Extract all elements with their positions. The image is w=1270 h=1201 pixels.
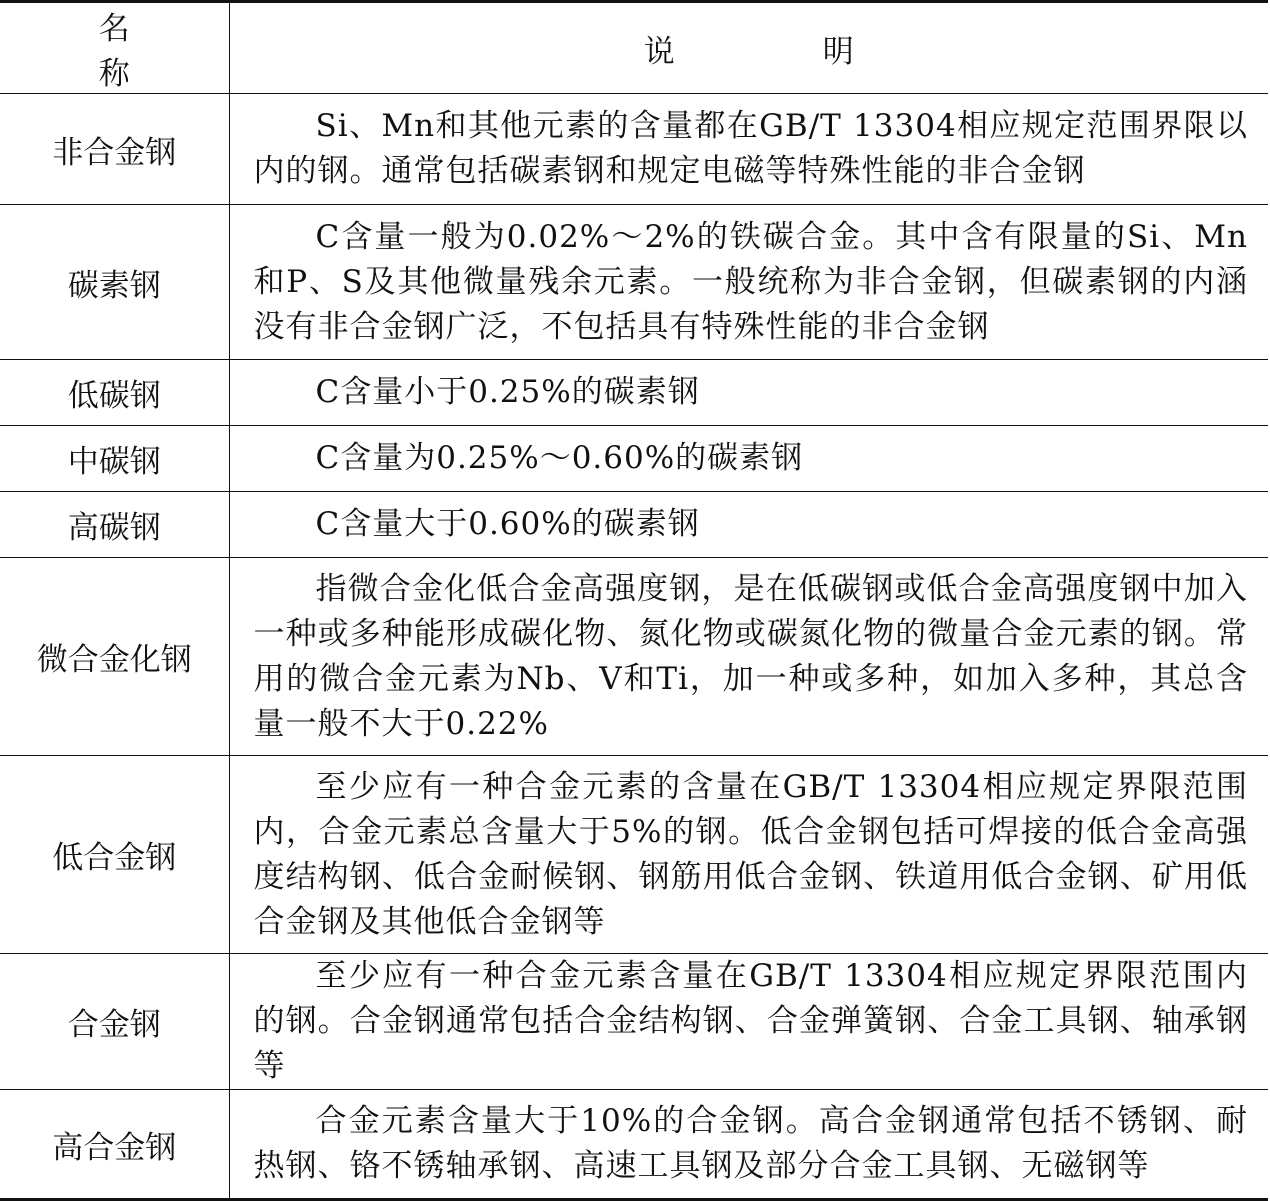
steel-name: 中碳钢 [0, 426, 229, 492]
steel-name: 非合金钢 [0, 94, 229, 205]
header-description-cell [229, 2, 1268, 94]
steel-description: 至少应有一种合金元素含量在GB/T 13304相应规定界限范围内的钢。合金钢通常包括合金结构钢、合金弹簧钢、合金工具钢、轴承钢等 [229, 954, 1268, 1090]
steel-name: 低碳钢 [0, 360, 229, 426]
table-row [0, 426, 1268, 492]
table-row [0, 1090, 1268, 1200]
steel-name: 合金钢 [0, 954, 229, 1090]
steel-description: C含量为0.25%～0.60%的碳素钢 [229, 426, 1268, 492]
steel-name: 微合金化钢 [0, 558, 229, 756]
table-row [0, 492, 1268, 558]
steel-description: 指微合金化低合金高强度钢，是在低碳钢或低合金高强度钢中加入一种或多种能形成碳化物、氮化物或碳氮化物的微量合金元素的钢。常用的微合金元素为Nb、V和Ti，加一种或多种，如加入多种，其总含量一般不大于0.22% [229, 558, 1268, 756]
steel-description: 至少应有一种合金元素的含量在GB/T 13304相应规定界限范围内，合金元素总含量大于5%的钢。低合金钢包括可焊接的低合金高强度结构钢、低合金耐候钢、钢筋用低合金钢、铁道用低合金钢、矿用低合金钢及其他低合金钢等 [229, 756, 1268, 954]
steel-name: 低合金钢 [0, 756, 229, 954]
steel-name: 高碳钢 [0, 492, 229, 558]
header-row [0, 2, 1268, 94]
header-name-cell [0, 2, 229, 94]
table-row [0, 360, 1268, 426]
steel-description: Si、Mn和其他元素的含量都在GB/T 13304相应规定范围界限以内的钢。通常包括碳素钢和规定电磁等特殊性能的非合金钢 [229, 94, 1268, 205]
table-row [0, 756, 1268, 954]
table-row [0, 954, 1268, 1090]
table-row [0, 205, 1268, 360]
steel-description: 合金元素含量大于10%的合金钢。高合金钢通常包括不锈钢、耐热钢、铬不锈轴承钢、高速工具钢及部分合金工具钢、无磁钢等 [229, 1090, 1268, 1200]
header-description-label: 说明 [643, 33, 1002, 70]
steel-description: C含量小于0.25%的碳素钢 [229, 360, 1268, 426]
steel-description: C含量大于0.60%的碳素钢 [229, 492, 1268, 558]
steel-description: C含量一般为0.02%～2%的铁碳合金。其中含有限量的Si、Mn和P、S及其他微量残余元素。一般统称为非合金钢，但碳素钢的内涵没有非合金钢广泛，不包括具有特殊性能的非合金钢 [229, 205, 1268, 360]
table-row [0, 94, 1268, 205]
header-name-label: 名称 [98, 11, 202, 92]
steel-name: 碳素钢 [0, 205, 229, 360]
steel-name: 高合金钢 [0, 1090, 229, 1200]
table-row [0, 558, 1268, 756]
